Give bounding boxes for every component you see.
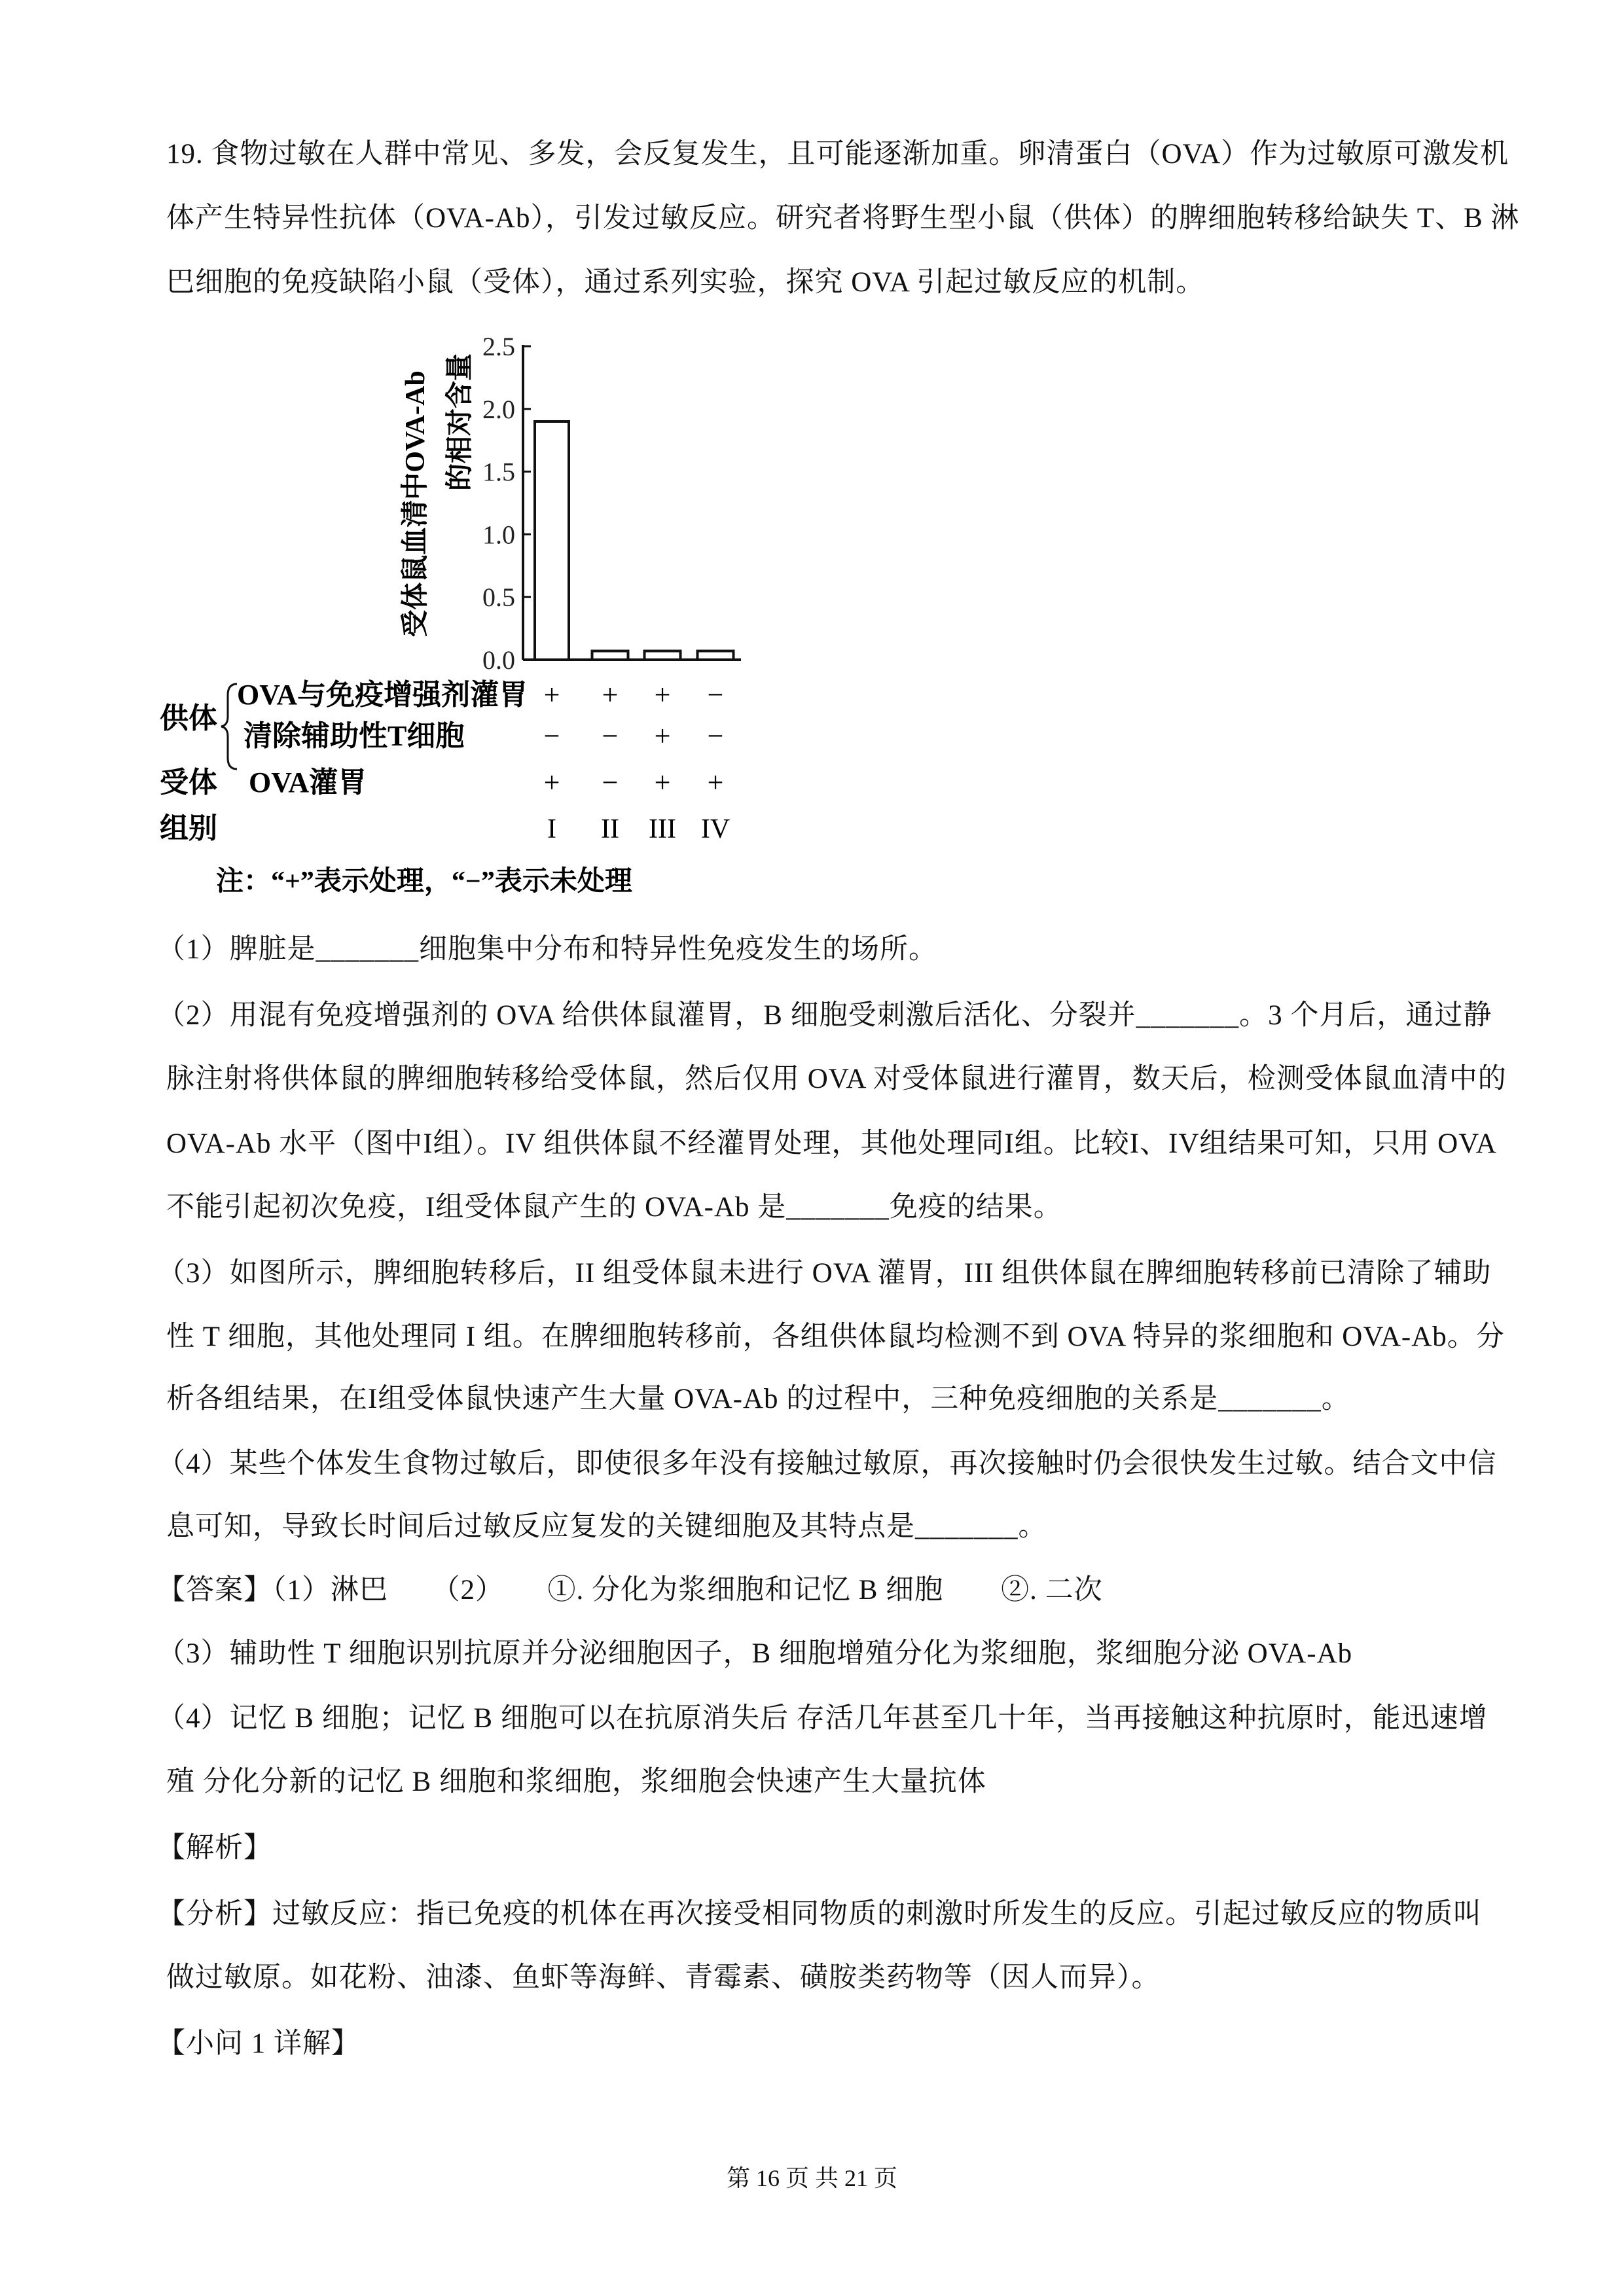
bar-IV — [698, 651, 734, 660]
treatment-mark: + — [602, 679, 619, 711]
treatment-mark: + — [654, 679, 671, 711]
donor-label: 供体 — [160, 702, 217, 734]
y-tick-label: 1.0 — [482, 520, 515, 550]
treatment-mark: − — [543, 720, 560, 752]
x-tick-label: III — [649, 814, 676, 844]
bar-chart — [0, 0, 1624, 916]
x-tick-label: II — [601, 814, 619, 844]
treatment-mark: + — [654, 766, 671, 798]
page-footer: 第 16 页 共 21 页 — [726, 2165, 897, 2191]
subquestion-line: （2）用混有免疫增强剂的 OVA 给供体鼠灌胃，B 细胞受刺激后活化、分裂并_______。3 个月后，通过静 — [157, 1000, 1492, 1031]
subquestion-line: 析各组结果，在I组受体鼠快速产生大量 OVA-Ab 的过程中，三种免疫细胞的关系是_______。 — [166, 1384, 1350, 1414]
treatment-mark: − — [707, 720, 724, 752]
subquestion-line: （1）脾脏是_______细胞集中分布和特异性免疫发生的场所。 — [157, 934, 937, 965]
answer-line: 殖 分化分新的记忆 B 细胞和浆细胞，浆细胞会快速产生大量抗体 — [166, 1767, 986, 1797]
treatment-mark: − — [602, 766, 619, 798]
row-label: OVA灌胃 — [249, 766, 367, 798]
subquestion-line: （3）如图所示，脾细胞转移后，II 组受体鼠未进行 OVA 灌胃，III 组供体鼠在脾细胞转移前已清除了辅助 — [157, 1258, 1492, 1289]
x-tick-label: IV — [700, 814, 731, 844]
bar-II — [592, 651, 628, 660]
x-tick-label: I — [547, 814, 556, 844]
answer-line: 【答案】（1）淋巴 （2） ①. 分化为浆细胞和记忆 B 细胞 ②. 二次 — [157, 1575, 1103, 1605]
y-axis-label: 的相对含量 — [445, 353, 475, 492]
subquestion-line: 息可知，导致长时间后过敏反应复发的关键细胞及其特点是_______。 — [166, 1511, 1047, 1542]
question-line: 巴细胞的免疫缺陷小鼠（受体），通过系列实验，探究 OVA 引起过敏反应的机制。 — [166, 267, 1205, 298]
brace — [221, 684, 237, 769]
analysis-heading: 【解析】 — [157, 1833, 272, 1863]
chart-note: 注：“+”表示处理，“−”表示未处理 — [216, 867, 632, 897]
treatment-mark: + — [654, 720, 671, 752]
sub1-heading: 【小问 1 详解】 — [157, 2028, 360, 2059]
y-axis-label: 受体鼠血清中OVA-Ab — [401, 370, 431, 637]
subquestion-line: OVA-Ab 水平（图中I组）。IV 组供体鼠不经灌胃处理，其他处理同I组。比较I、IV组结果可知，只用 OVA — [166, 1128, 1497, 1159]
treatment-mark: − — [707, 679, 724, 711]
subquestion-line: 性 T 细胞，其他处理同 I 组。在脾细胞转移前，各组供体鼠均检测不到 OVA 特异的浆细胞和 OVA-Ab。分 — [166, 1321, 1505, 1352]
treatment-mark: + — [543, 679, 560, 711]
treatment-mark: + — [707, 766, 724, 798]
treatment-mark: − — [602, 720, 619, 752]
bar-III — [645, 651, 681, 660]
question-line: 19. 食物过敏在人群中常见、多发，会反复发生，且可能逐渐加重。卵清蛋白（OVA）作为过敏原可激发机 — [166, 139, 1509, 170]
subquestion-line: （4）某些个体发生食物过敏后，即使很多年没有接触过敏原，再次接触时仍会很快发生过敏。结合文中信 — [157, 1448, 1497, 1479]
y-tick-label: 1.5 — [482, 457, 515, 487]
subquestion-line: 脉注射将供体鼠的脾细胞转移给受体鼠，然后仅用 OVA 对受体鼠进行灌胃，数天后，检测受体鼠血清中的 — [166, 1064, 1507, 1094]
y-tick-label: 0.0 — [482, 645, 515, 675]
answer-line: （4）记忆 B 细胞；记忆 B 细胞可以在抗原消失后 存活几年甚至几十年，当再接触这种抗原时，能迅速增 — [157, 1703, 1488, 1734]
question-line: 体产生特异性抗体（OVA-Ab），引发过敏反应。研究者将野生型小鼠（供体）的脾细胞转移给缺失 T、B 淋 — [166, 203, 1520, 234]
row-label: OVA与免疫增强剂灌胃 — [237, 679, 528, 711]
analysis-line: 做过敏原。如花粉、油漆、鱼虾等海鲜、青霉素、磺胺类药物等（因人而异）。 — [166, 1962, 1161, 1993]
analysis-line: 【分析】过敏反应：指已免疫的机体在再次接受相同物质的刺激时所发生的反应。引起过敏反应的物质叫 — [157, 1899, 1482, 1929]
row-label: 清除辅助性T细胞 — [244, 720, 465, 752]
bar-I — [535, 422, 569, 660]
y-tick-label: 0.5 — [482, 583, 515, 613]
subquestion-line: 不能引起初次免疫，I组受体鼠产生的 OVA-Ab 是_______免疫的结果。 — [166, 1192, 1062, 1223]
recipient-label: 受体 — [160, 766, 217, 798]
treatment-mark: + — [543, 766, 560, 798]
answer-line: （3）辅助性 T 细胞识别抗原并分泌细胞因子，B 细胞增殖分化为浆细胞，浆细胞分泌 OVA-Ab — [157, 1638, 1353, 1669]
group-label: 组别 — [160, 812, 217, 844]
y-tick-label: 2.5 — [482, 332, 515, 361]
y-tick-label: 2.0 — [482, 394, 515, 424]
